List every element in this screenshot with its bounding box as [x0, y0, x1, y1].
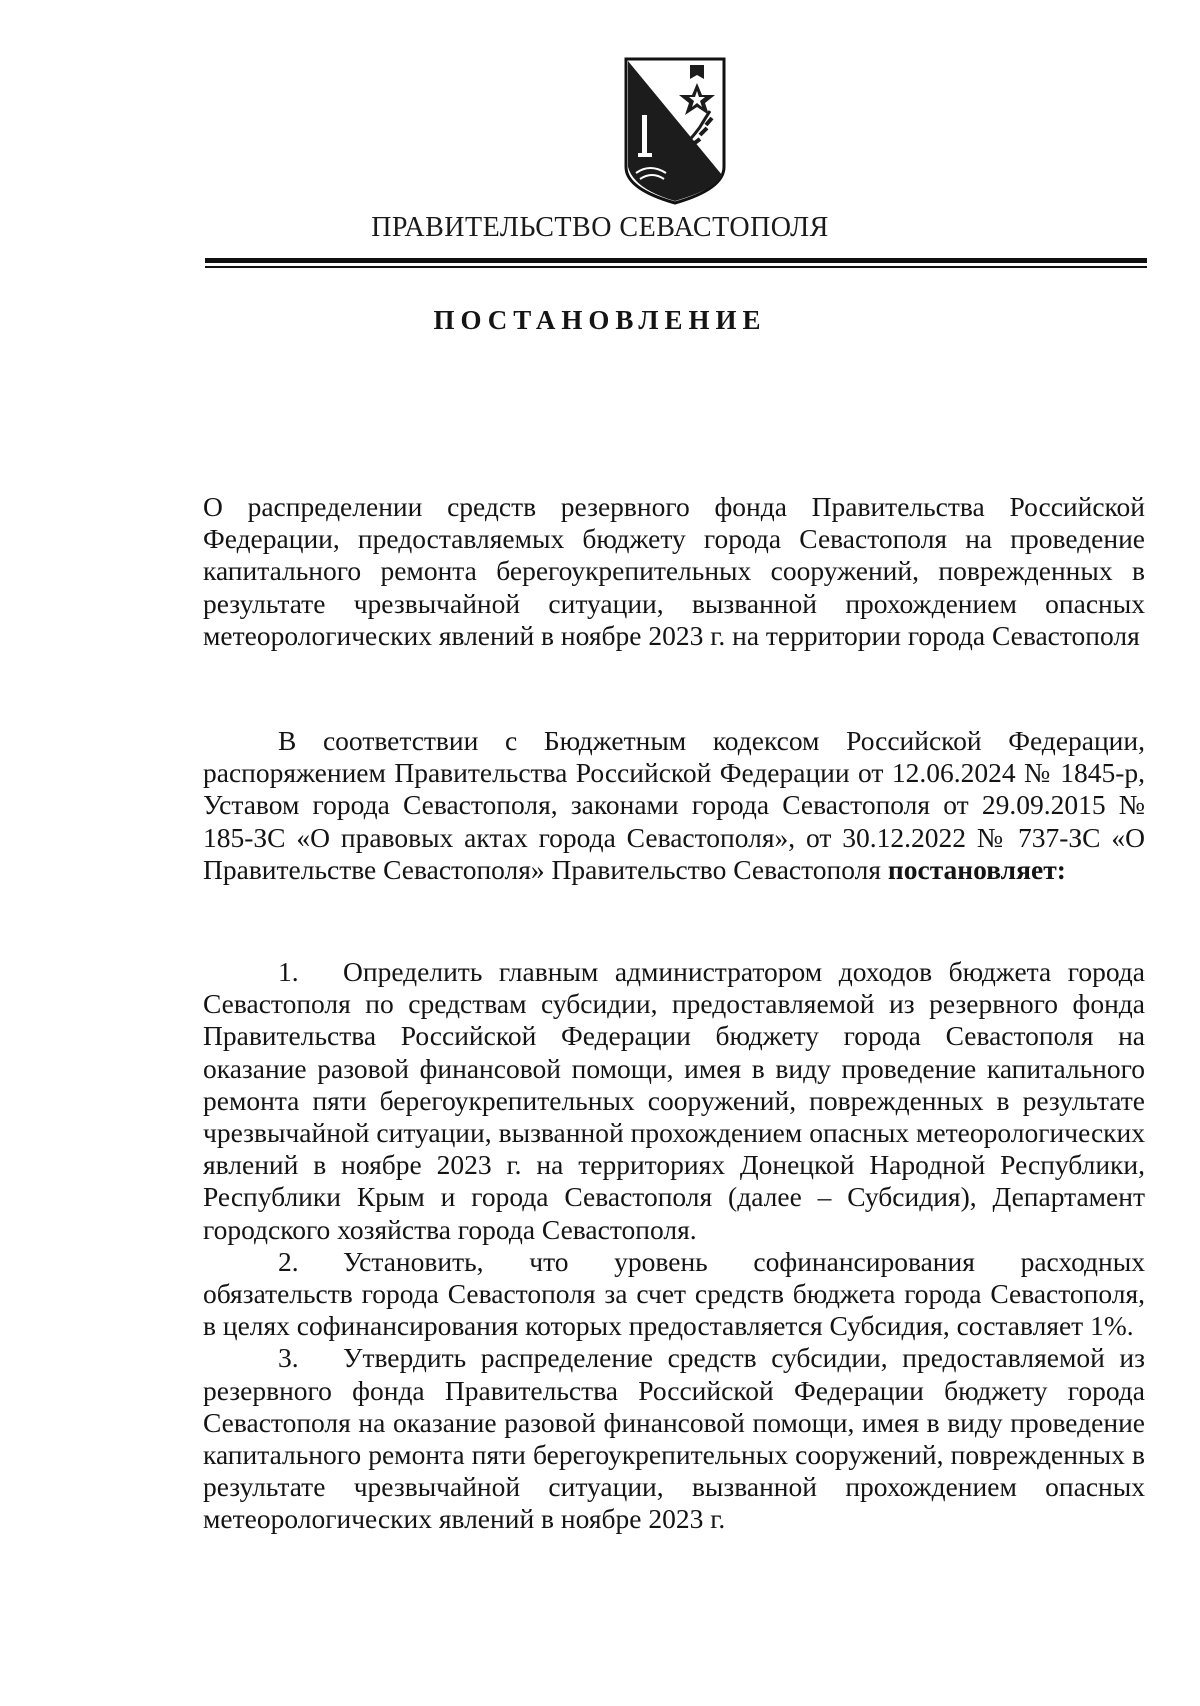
- list-item: [203, 956, 1145, 1246]
- item-text: Утвердить распределение средств субсидии, предоставляемой из резервного фонда Правительства Российской Федерации бюджету города Севастополя на оказание разовой финансовой помощи, имея в виду проведение капитального ремонта пяти берегоукрепительных сооружений, поврежденных в результате чрезвычайной ситуации, вызванной прохождением опасных метеорологических явлений в ноябре 2023 г.: [203, 1342, 1145, 1535]
- document-title-text: О распределении средств резервного фонда Правительства Российской Федерации, предоставляемых бюджету города Севастополя на проведение капитального ремонта берегоукрепительных сооружений, поврежденных в результате чрезвычайной ситуации, вызванной прохождением опасных метеорологических явлений в ноябре 2023 г. на территории города Севастополя: [203, 491, 1145, 651]
- document-type: ПОСТАНОВЛЕНИЕ: [433, 305, 767, 335]
- header-divider-thin: [205, 266, 1147, 268]
- document-title: [203, 491, 1145, 652]
- preamble: [203, 725, 1145, 886]
- resolution-items: [203, 956, 1145, 1536]
- preamble-text: В соответствии с Бюджетным кодексом Российской Федерации, распоряжением Правительства Российской Федерации от 12.06.2024 № 1845-р, Уставом города Севастополя, законами города Севастополя от 29.09.2015 № 185-ЗС «О правовых актах города Севастополя», от 30.12.2022 № 737-ЗС «О Правительстве Севастополя» Правительство Севастополя: [203, 725, 1145, 885]
- item-text: Установить, что уровень софинансирования расходных обязательств города Севастополя за счет средств бюджета города Севастополя, в целях софинансирования которых предоставляется Субсидия, составляет 1%.: [203, 1245, 1145, 1342]
- item-number: 2.: [278, 1245, 299, 1277]
- list-item: [203, 1246, 1145, 1343]
- preamble-emphasis: постановляет:: [887, 853, 1066, 885]
- preamble-paragraph: [203, 725, 1145, 886]
- item-number: 3.: [278, 1342, 299, 1374]
- sevastopol-coat-of-arms-icon: [620, 55, 730, 205]
- header-divider-thick: [205, 258, 1147, 263]
- government-name: ПРАВИТЕЛЬСТВО СЕВАСТОПОЛЯ: [371, 212, 829, 243]
- item-text: Определить главным администратором доходов бюджета города Севастополя по средствам субсидии, предоставляемой из резервного фонда Правительства Российской Федерации бюджету города Севастополя на оказание разовой финансовой помощи, имея в виду проведение капитального ремонта пяти берегоукрепительных сооружений, поврежденных в результате чрезвычайной ситуации, вызванной прохождением опасных метеорологических явлений в ноябре 2023 г. на территориях Донецкой Народной Республики, Республики Крым и города Севастополя (далее – Субсидия), Департамент городского хозяйства города Севастополя.: [203, 956, 1145, 1245]
- item-number: 1.: [278, 956, 299, 987]
- list-item: [203, 1342, 1145, 1535]
